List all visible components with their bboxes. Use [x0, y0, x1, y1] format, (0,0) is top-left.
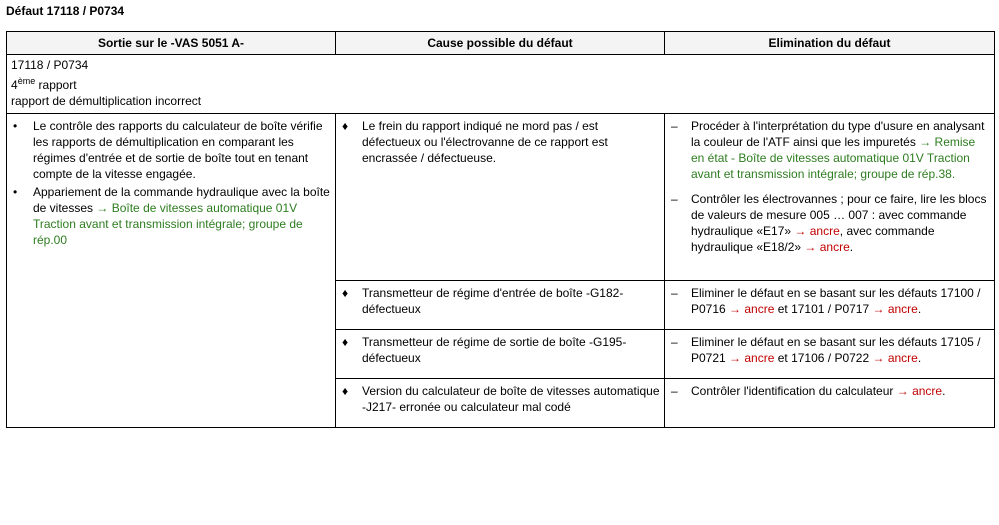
- list-item: – Contrôler l'identification du calculateur → ancre.: [671, 384, 946, 398]
- anchor-link[interactable]: → ancre: [794, 224, 840, 238]
- header-cause: Cause possible du défaut: [336, 32, 665, 55]
- repair-group-link[interactable]: → Boîte de vitesses automatique 01V Traction avant et transmission intégrale; groupe de rép.00: [33, 201, 303, 247]
- dash-icon: –: [671, 192, 678, 206]
- repair-link[interactable]: → Remise en état - Boîte de vitesses automatique 01V Traction avant et transmission intégrale; groupe de rép.38.: [691, 135, 976, 181]
- diamond-icon: ♦: [342, 286, 349, 300]
- fault-table: [6, 31, 995, 428]
- dash-icon: –: [671, 384, 678, 398]
- header-output: Sortie sur le -VAS 5051 A-: [7, 32, 336, 55]
- list-item: • Le contrôle des rapports du calculateur de boîte vérifie les rapports de démultiplication en comparant les régimes d'entrée et de sortie de boîte tout en tenant compte de la vitesse engagée.: [13, 119, 323, 181]
- table-row: [7, 114, 995, 281]
- list-item: ♦ Le frein du rapport indiqué ne mord pas / est défectueux ou l'électrovanne de ce rapport est encrassée / défectueuse.: [342, 119, 608, 165]
- anchor-link[interactable]: → ancre: [872, 351, 918, 365]
- elimination-cell: [665, 330, 995, 379]
- fault-info: [7, 55, 994, 113]
- list-item: ♦ Transmetteur de régime de sortie de boîte -G195- défectueux: [342, 335, 627, 365]
- anchor-link[interactable]: → ancre: [804, 240, 850, 254]
- cause-cell: [336, 114, 665, 281]
- elimination-cell: [665, 114, 995, 281]
- list-item: ♦ Version du calculateur de boîte de vitesses automatique -J217- erronée ou calculateur mal codé: [342, 384, 660, 414]
- list-item: – Contrôler les électrovannes ; pour ce faire, lire les blocs de valeurs de mesure 005 … 007 : avec commande hydraulique «E17» → ancre, avec commande hydraulique «E18/2» → ancre.: [671, 192, 987, 254]
- anchor-link[interactable]: → ancre: [872, 302, 918, 316]
- dash-icon: –: [671, 335, 678, 349]
- fault-code: 17118 / P0734: [11, 58, 89, 72]
- diamond-icon: ♦: [342, 119, 349, 133]
- header-elimination: Elimination du défaut: [665, 32, 995, 55]
- cause-cell: [336, 281, 665, 330]
- dash-icon: –: [671, 119, 678, 133]
- page-title: Défaut 17118 / P0734: [6, 4, 125, 18]
- cause-cell: [336, 330, 665, 379]
- list-item: – Procéder à l'interprétation du type d'usure en analysant la couleur de l'ATF ainsi que les impuretés → Remise en état - Boîte de vitesses automatique 01V Traction avant et transmission intégrale; groupe de rép.38.: [671, 119, 985, 181]
- fault-description: rapport de démultiplication incorrect: [11, 94, 202, 108]
- cause-cell: [336, 379, 665, 428]
- diamond-icon: ♦: [342, 384, 349, 398]
- fault-gear: 4ème rapport: [11, 76, 77, 92]
- anchor-link[interactable]: → ancre: [896, 384, 943, 398]
- table-header-row: [7, 32, 995, 55]
- anchor-link[interactable]: → ancre: [729, 351, 775, 365]
- list-item: • Appariement de la commande hydraulique avec la boîte de vitesses → Boîte de vitesses automatique 01V Traction avant et transmission intégrale; groupe de rép.00: [13, 185, 330, 247]
- output-cell: [7, 114, 336, 428]
- elimination-cell: [665, 281, 995, 330]
- list-item: – Eliminer le défaut en se basant sur les défauts 17105 / P0721 → ancre et 17106 / P0722 → ancre.: [671, 335, 981, 365]
- bullet-icon: •: [13, 185, 18, 199]
- elimination-cell: [665, 379, 995, 428]
- list-item: ♦ Transmetteur de régime d'entrée de boîte -G182- défectueux: [342, 286, 624, 316]
- bullet-icon: •: [13, 119, 18, 133]
- anchor-link[interactable]: → ancre: [729, 302, 775, 316]
- fault-info-row: [7, 55, 995, 114]
- list-item: – Eliminer le défaut en se basant sur les défauts 17100 / P0716 → ancre et 17101 / P0717 → ancre.: [671, 286, 981, 316]
- dash-icon: –: [671, 286, 678, 300]
- diamond-icon: ♦: [342, 335, 349, 349]
